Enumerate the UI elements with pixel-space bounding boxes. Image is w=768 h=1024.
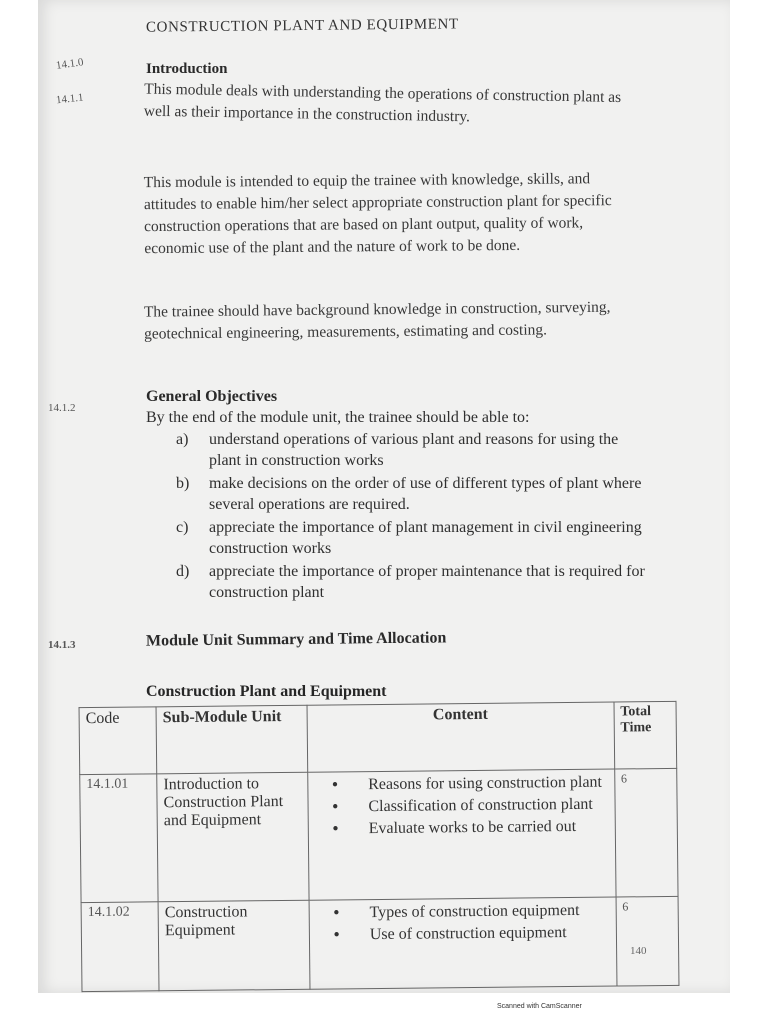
list-item [314,794,608,819]
bullet: • [333,904,340,922]
intro-paragraph-3: The trainee should have background knowledge in construction, surveying, geotechnical engineering, measurements, estimating and costing. [143,298,611,343]
summary-table [79,701,680,992]
objective-item [176,429,646,471]
objective-letter: c) [176,519,189,536]
intro-paragraph-1: This module deals with understanding the operations of construction plant as well as their importance in the construction industry. [143,80,622,126]
header-content: Content [307,702,615,772]
row-sub-module: Construction Equipment [158,901,310,991]
objective-letter: a) [176,431,189,448]
table-header-row [79,701,677,774]
list-item [315,816,609,841]
objectives-intro: By the end of the module unit, the trainee should be able to: [146,409,530,426]
objective-letter: d) [176,563,190,580]
row-total-time: 6 [614,768,678,897]
content-text: Types of construction equipment [369,902,580,922]
header-total-time: Total Time [614,701,677,769]
list-item [314,772,608,797]
section-number-summary: 14.1.3 [48,639,76,651]
list-item [316,922,610,947]
row-total-time: 6 [616,897,679,986]
table-row [80,768,678,903]
intro-paragraph-2: This module is intended to equip the trainee with knowledge, skills, and attitudes to enable him/her select appropriate construction plant for specific construction operations that are based on plant output, quality of work, economic use of the plant and the nature of work to be done. [143,170,612,258]
table-caption: Construction Plant and Equipment [146,683,387,700]
bullet: • [332,798,339,816]
header-sub-module: Sub-Module Unit [156,705,307,773]
content-text: Reasons for using construction plant [368,773,603,794]
document-title: CONSTRUCTION PLANT AND EQUIPMENT [145,16,459,36]
row-content [308,769,616,901]
bullet: • [332,820,339,838]
content-text: Evaluate works to be carried out [368,817,577,838]
objective-item [176,517,646,559]
list-item [315,900,609,925]
content-list [315,900,609,947]
objective-letter: b) [176,475,190,492]
introduction-heading: Introduction [146,61,228,77]
bullet: • [332,776,338,794]
row-code: 14.1.02 [81,902,159,991]
scanner-watermark: Scanned with CamScanner [497,1003,582,1010]
header-code: Code [79,707,157,775]
bullet: • [333,926,340,944]
page-number: 140 [630,945,647,957]
objective-item [176,561,646,603]
objectives-heading: General Objectives [146,388,278,405]
content-text: Classification of construction plant [368,795,593,816]
objective-text: understand operations of various plant and reasons for using the plant in construction works [209,431,619,469]
section-number-intro: 14.1.1 [55,91,85,107]
objective-text: appreciate the importance of proper maintenance that is required for construction plant [209,563,645,601]
objectives-list [176,429,646,605]
objective-text: make decisions on the order of use of different types of plant where several operations are required. [209,475,642,513]
table-row [81,897,679,992]
section-number-title: 14.1.0 [55,56,85,72]
content-list [314,772,609,841]
row-content [309,897,617,989]
row-code: 14.1.01 [80,774,158,903]
summary-heading: Module Unit Summary and Time Allocation [145,629,447,650]
row-sub-module: Introduction to Construction Plant and Equipment [157,772,309,902]
objective-text: appreciate the importance of plant management in civil engineering construction works [209,519,642,557]
objective-item [176,473,646,515]
section-number-objectives: 14.1.2 [48,402,76,414]
content-text: Use of construction equipment [369,924,567,944]
